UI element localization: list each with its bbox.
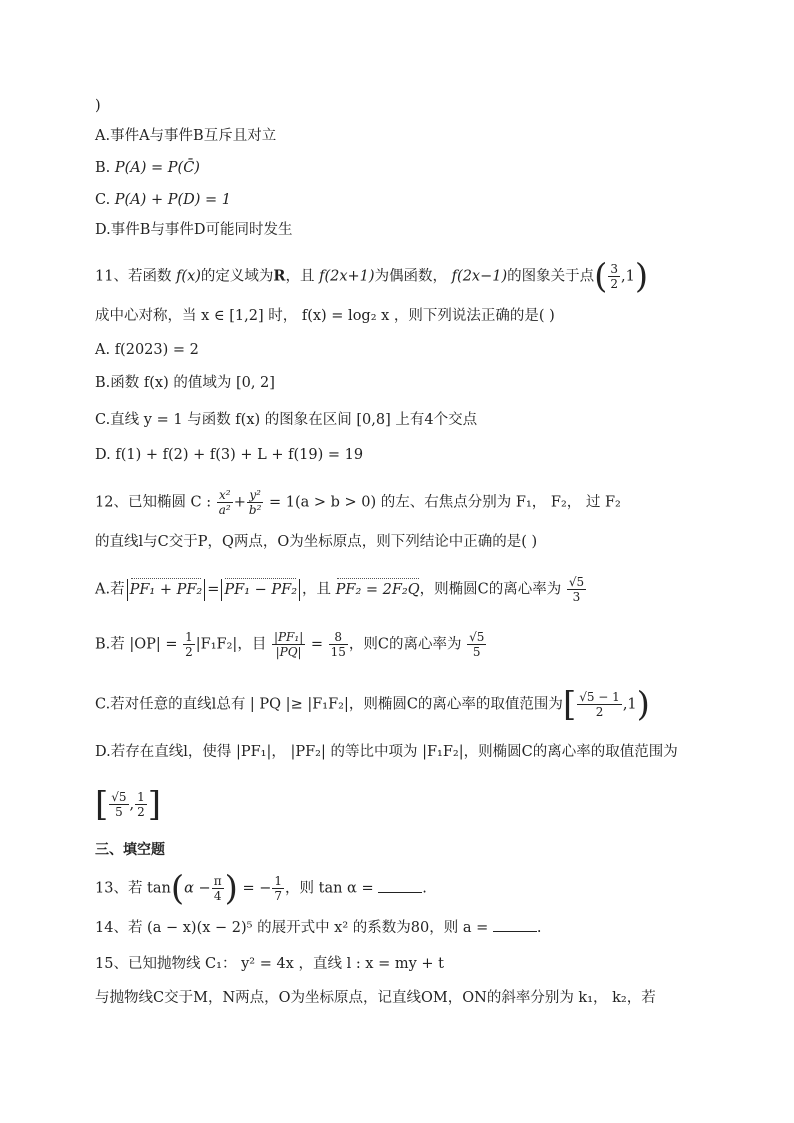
- math: f(2x+1): [319, 268, 375, 285]
- option-11d: [95, 445, 363, 465]
- text: .: [536, 920, 542, 936]
- left-bracket: [: [562, 684, 577, 725]
- abs-bar: [127, 579, 128, 601]
- text: = 1(a > b > 0) 的左、右焦点分别为 F₁， F₂， 过 F₂: [269, 494, 621, 511]
- option-12b: [95, 630, 487, 659]
- text: A. f(2023) = 2: [95, 342, 199, 358]
- fraction: [247, 488, 264, 517]
- fraction: [212, 874, 224, 903]
- text: ，且: [302, 581, 332, 598]
- question-11-stem: [95, 256, 649, 297]
- denominator: 7: [274, 889, 283, 903]
- fraction: [608, 262, 620, 291]
- question-12-line2: [95, 532, 537, 552]
- option-10b: [95, 158, 200, 178]
- denominator: 2: [137, 805, 145, 819]
- question-13: [95, 868, 427, 909]
- denominator: 2: [185, 645, 193, 659]
- math: f(2x−1): [451, 268, 508, 285]
- question-15-line2: [95, 988, 656, 1008]
- denominator: 3: [572, 590, 581, 604]
- numerator: π: [213, 874, 222, 888]
- section-heading: [95, 840, 165, 860]
- right-paren: ): [634, 256, 649, 297]
- left-paren: (: [594, 256, 608, 297]
- text: A.事件A与事件B互斥且对立: [95, 128, 277, 144]
- numerator: x²: [217, 488, 233, 503]
- fraction: [567, 575, 586, 604]
- numerator: y²: [247, 488, 264, 503]
- text: C.: [95, 192, 115, 208]
- numerator: 8: [329, 630, 348, 645]
- math: R: [273, 267, 286, 285]
- denominator: |PQ|: [275, 645, 302, 659]
- option-12d-range: [95, 784, 162, 825]
- text: |F₁F₂|，目: [195, 636, 267, 653]
- numerator: 3: [610, 262, 619, 276]
- denominator: 2: [610, 277, 619, 291]
- text: ，则C的离心率为: [348, 636, 462, 653]
- fraction: [135, 790, 147, 819]
- text: 的图象关于点: [507, 268, 595, 285]
- text: 三、填空题: [95, 842, 165, 858]
- vector-expression: PF₁ − PF₂: [224, 581, 298, 598]
- text: 15、已知抛物线 C₁： y² = 4x ，直线 l : x = my + t: [95, 956, 444, 972]
- text: 与抛物线C交于M，N两点，O为坐标原点，记直线OM，ON的斜率分别为 k₁， k₂，若: [95, 990, 656, 1006]
- text: 14、若 (a − x)(x − 2)⁵ 的展开式中 x² 的系数为80，则 a =: [95, 920, 489, 936]
- text: ,1: [622, 696, 637, 713]
- numerator: 1: [137, 790, 145, 804]
- denominator: 2: [595, 705, 604, 719]
- numerator: √5: [111, 790, 127, 804]
- numerator: √5: [568, 575, 585, 589]
- text: ): [95, 98, 101, 114]
- option-11a: [95, 340, 199, 360]
- numerator: 1: [185, 630, 193, 644]
- vector-expression: PF₁ + PF₂: [129, 581, 203, 598]
- text: ,1: [621, 268, 635, 285]
- question-11-line2: [95, 306, 555, 326]
- math: α −: [184, 880, 211, 897]
- math: P(A) + P(D) = 1: [114, 192, 231, 208]
- right-paren: ): [224, 868, 238, 909]
- fraction: [109, 790, 128, 819]
- abs-bar: [204, 579, 205, 601]
- numerator: 1: [274, 874, 283, 888]
- numerator: √5: [469, 630, 485, 644]
- text: 12、已知椭圆 C :: [95, 494, 212, 511]
- text: .: [422, 880, 427, 897]
- math: P(A) = P(C̄): [114, 160, 200, 176]
- text: B.若 |OP| =: [95, 636, 178, 653]
- text: D.事件B与事件D可能同时发生: [95, 222, 293, 238]
- text: 的定义域为: [200, 268, 274, 285]
- denominator: b²: [248, 503, 262, 517]
- text-line: [95, 96, 101, 116]
- right-paren: ): [636, 684, 650, 725]
- numerator: √5 − 1: [579, 690, 620, 704]
- math: f(x): [176, 268, 201, 285]
- question-15: [95, 954, 444, 974]
- text: D.若存在直线l，使得 |PF₁|， |PF₂| 的等比中项为 |F₁F₂|，则椭圆C的离心率的取值范围为: [95, 744, 678, 760]
- left-paren: (: [170, 868, 185, 909]
- abs-bar: [299, 579, 300, 601]
- option-10a: [95, 126, 276, 146]
- fraction: [329, 630, 348, 659]
- fraction: [272, 630, 305, 659]
- option-11b: [95, 373, 275, 393]
- answer-blank[interactable]: [378, 880, 422, 893]
- denominator: 15: [330, 645, 346, 659]
- text: ，则 tan α =: [285, 880, 374, 897]
- text: ,: [129, 796, 135, 813]
- answer-blank[interactable]: [493, 919, 537, 932]
- text: 为偶函数，: [374, 268, 448, 285]
- text: 的直线l与C交于P，Q两点，O为坐标原点，则下列结论中正确的是( ): [95, 534, 538, 550]
- text: 11、若函数: [95, 268, 172, 285]
- denominator: 4: [213, 889, 222, 903]
- right-bracket: ]: [147, 784, 162, 825]
- denominator: a²: [218, 503, 231, 517]
- question-12-stem: 12、已知椭圆 C : $\frac{\text{x²}}{\text{a²}}$ + $\frac{\text{y²}}{\text{b²}}$ = 1(a > b > 0) 的左、右焦点分别为 F₁， F₂， 过 F₂: [95, 488, 621, 517]
- text: D. f(1) + f(2) + f(3) + L + f(19) = 19: [95, 447, 364, 463]
- abs-bar: [221, 579, 222, 601]
- text: =: [207, 581, 220, 598]
- text: ，则椭圆C的离心率为: [419, 581, 562, 598]
- option-10c: [95, 190, 231, 210]
- left-bracket: [: [95, 784, 109, 825]
- question-14: [95, 918, 541, 938]
- text: = −: [242, 880, 272, 897]
- denominator: 5: [472, 645, 481, 659]
- denominator: 5: [115, 805, 123, 819]
- option-12a: [95, 575, 587, 604]
- text: A.若: [95, 581, 125, 598]
- fraction: [577, 690, 622, 719]
- text: =: [310, 636, 323, 653]
- numerator: |PF₁|: [273, 630, 304, 644]
- option-12d: [95, 742, 678, 762]
- fraction: [183, 630, 195, 659]
- option-10d: [95, 220, 293, 240]
- text: B.函数 f(x) 的值域为 [0, 2]: [95, 375, 275, 391]
- text: ，且: [285, 268, 315, 285]
- text: 13、若 tan: [95, 880, 171, 897]
- text: C.若对任意的直线l总有 | PQ |≥ |F₁F₂|，则椭圆C的离心率的取值范围为: [95, 696, 563, 713]
- fraction: [217, 488, 233, 517]
- option-11c: [95, 410, 477, 430]
- fraction: [272, 874, 284, 903]
- option-12c: [95, 684, 650, 725]
- text: 成中心对称，当 x ∈ [1,2] 时， f(x) = log₂ x ，则下列说法正确的是( ): [95, 308, 555, 324]
- fraction: [467, 630, 486, 659]
- vector-expression: PF₂ = 2F₂Q: [335, 581, 420, 598]
- text: C.直线 y = 1 与函数 f(x) 的图象在区间 [0,8] 上有4个交点: [95, 412, 478, 428]
- text: B.: [95, 160, 115, 176]
